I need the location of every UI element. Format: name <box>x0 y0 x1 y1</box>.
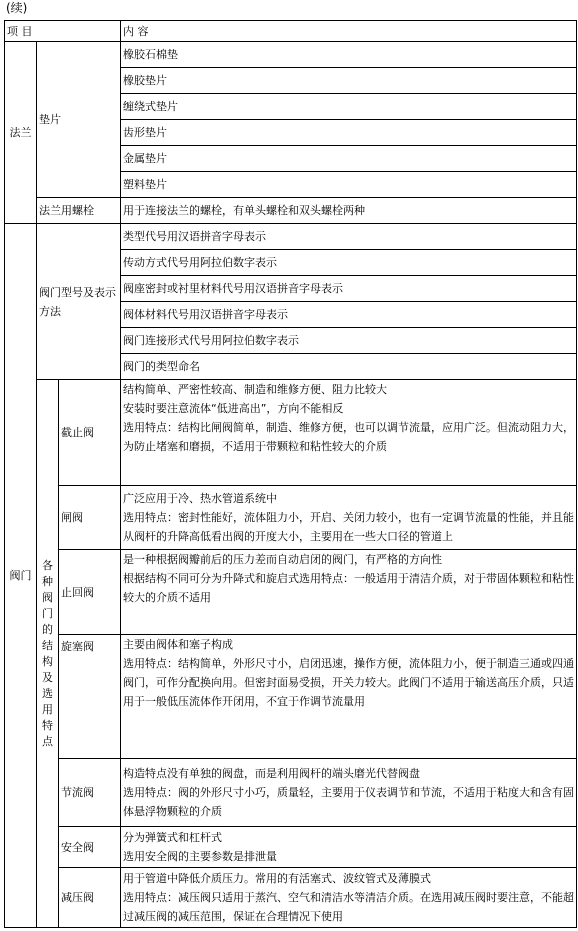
valve-type-name: 止回阀 <box>59 550 121 635</box>
valve-type-content: 结构简单、严密性较高、制造和维修方便、阻力比较大 安装时要注意流体“低进高出”，方向不能相反 选用特点：结构比闸阀简单，制造、维修方便，也可以调节流量，应用广泛。但流动阻力大，为防止堵塞和磨损，不适用于带颗粒和粘性较大的介质 <box>121 380 577 486</box>
table-row <box>5 550 577 635</box>
table-row <box>5 224 577 250</box>
bolt-content: 用于连接法兰的螺栓，有单头螺栓和双头螺栓两种 <box>121 198 577 224</box>
table-row <box>5 635 577 759</box>
gasket-item: 金属垫片 <box>121 146 577 172</box>
valve-model-item: 阀座密封或衬里材料代号用汉语拼音字母表示 <box>121 276 577 302</box>
gasket-item: 塑料垫片 <box>121 172 577 198</box>
valve-type-content: 广泛应用于冷、热水管道系统中 选用特点：密封性能好，流体阻力小，开启、关闭力较小，也有一定调节流量的性能，并且能从阀杆的升降高低看出阀的开度大小，主要用在一些大口径的管道上 <box>121 486 577 550</box>
valve-type-name: 减压阀 <box>59 868 121 928</box>
table-row <box>5 868 577 928</box>
valve-type-name: 旋塞阀 <box>59 635 121 759</box>
valve-type-name: 截止阀 <box>59 380 121 486</box>
valve-type-content: 构造特点没有单独的阀盘，而是利用阀杆的端头磨光代替阀盘 选用特点：阀的外形尺寸小巧，质量轻，主要用于仪表调节和节流，不适用于粘度大和含有固体悬浮物颗粒的介质 <box>121 759 577 827</box>
bolt-label: 法兰用螺栓 <box>37 198 121 224</box>
table-row <box>5 759 577 827</box>
valve-model-label: 阀门型号及表示方法 <box>37 224 121 380</box>
continued-label: (续) <box>6 1 28 15</box>
gasket-label: 垫片 <box>37 42 121 198</box>
spec-table <box>4 20 577 928</box>
table-row <box>5 42 577 68</box>
valve-type-content: 用于管道中降低介质压力。常用的有活塞式、波纹管式及薄膜式 选用特点：减压阀只适用于蒸汽、空气和清洁水等清洁介质。在选用减压阀时要注意，不能超过减压阀的减压范围，保证在合理情况下使用 <box>121 868 577 928</box>
header-content: 内 容 <box>121 21 577 42</box>
valve-model-item: 阀体材料代号用汉语拼音字母表示 <box>121 302 577 328</box>
valve-model-item: 阀门的类型命名 <box>121 354 577 380</box>
valve-type-name: 闸阀 <box>59 486 121 550</box>
valve-type-content: 分为弹簧式和杠杆式 选用安全阀的主要参数是排泄量 <box>121 827 577 868</box>
flange-label: 法兰 <box>5 42 37 224</box>
valve-features-label: 各 种 阀 门 的 结 构 及 选 用 特 点 <box>37 380 59 928</box>
valve-type-content: 是一种根据阀瓣前后的压力差而自动启闭的阀门，有严格的方向性 根据结构不同可分为升降式和旋启式选用特点：一般适用于清洁介质，对于带固体颗粒和粘性较大的介质不适用 <box>121 550 577 635</box>
valve-type-content: 主要由阀体和塞子构成 选用特点：结构简单，外形尺寸小，启闭迅速，操作方便，流体阻力小，便于制造三通或四通阀门，可作分配换向用。但密封面易受损，开关力较大。此阀门不适用于输送高压介质，只适用于一般低压流体作开闭用，不宜于作调节流量用 <box>121 635 577 759</box>
valve-model-item: 传动方式代号用阿拉伯数字表示 <box>121 250 577 276</box>
table-row <box>5 486 577 550</box>
header-row <box>5 21 577 42</box>
gasket-item: 缠绕式垫片 <box>121 94 577 120</box>
gasket-item: 齿形垫片 <box>121 120 577 146</box>
valve-label: 阀门 <box>5 224 37 928</box>
valve-type-name: 安全阀 <box>59 827 121 868</box>
valve-model-item: 类型代号用汉语拼音字母表示 <box>121 224 577 250</box>
table-row <box>5 380 577 486</box>
table-row <box>5 198 577 224</box>
header-item: 项 目 <box>5 21 121 42</box>
valve-model-item: 阀门连接形式代号用阿拉伯数字表示 <box>121 328 577 354</box>
gasket-item: 橡胶垫片 <box>121 68 577 94</box>
gasket-item: 橡胶石棉垫 <box>121 42 577 68</box>
table-row <box>5 827 577 868</box>
valve-type-name: 节流阀 <box>59 759 121 827</box>
